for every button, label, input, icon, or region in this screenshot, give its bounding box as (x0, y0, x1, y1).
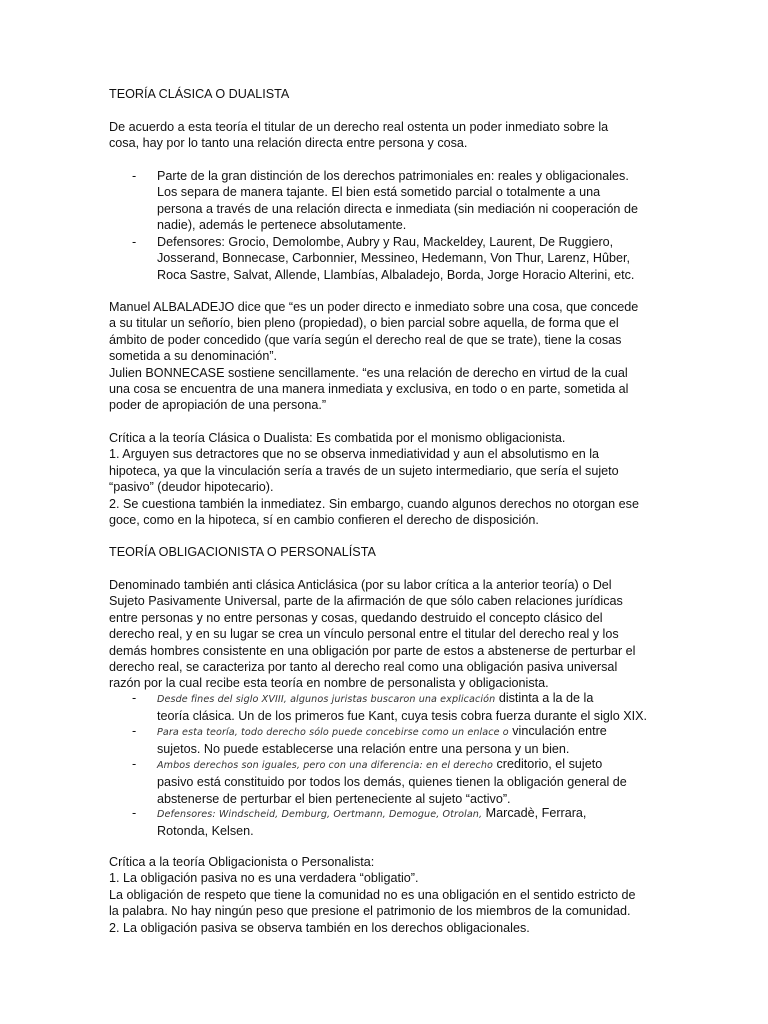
bullet-item-defensores-2: Defensores: Windscheid, Demburg, Oertmann, Demogue, Otrolan, Marcadè, Ferrara, Rotonda, Kelsen. (157, 806, 587, 839)
bullet-item-diferencia: Ambos derechos son iguales, pero con una diferencia: en el derecho creditorio, el sujeto pasivo está constituido por todos los demás, quienes tienen la obligación general de abstenerse de perturbar el bien perteneciente al sujeto “activo”. (157, 757, 627, 806)
paragraph-intro-clasica: De acuerdo a esta teoría el titular de un derecho real ostenta un poder inmediato sobre la cosa, hay por lo tanto una relación directa entre persona y cosa. (109, 120, 609, 151)
bullet-marker: - (132, 757, 137, 771)
bullet-item-defensores: Defensores: Grocio, Demolombe, Aubry y Rau, Mackeldey, Laurent, De Ruggiero, Josserand, Bonnecase, Carbonnier, Messineo, Hedemann, Von Thur, Larenz, Hûber, Roca Sastre, Salvat, Allende, Llambías, Albaladejo, Borda, Jorge Horacio Alterini, etc. (157, 235, 635, 282)
bullet-item-vinculacion: Para esta teoría, todo derecho sólo puede concebirse como un enlace o vinculación entre sujetos. No puede establecerse una relación entre una persona y un bien. (157, 724, 607, 757)
bullet-item-origen: Desde fines del siglo XVIII, algunos juristas buscaron una explicación distinta a la de la teoría clásica. Un de los primeros fue Kant, cuya tesis cobra fuerza durante el siglo XIX. (157, 691, 648, 724)
bullet-item-distincion: Parte de la gran distinción de los derechos patrimoniales en: reales y obligacionales. Los separa de manera tajante. El bien está sometido parcial o totalmente a una persona a través de una relación directa e inmediata (sin mediación ni cooperación de nadie), además le pertenece absolutamente. (157, 169, 638, 233)
bullet-marker: - (132, 806, 137, 820)
paragraph-intro-obligacionista: Denominado también anti clásica Anticlásica (por su labor crítica a la anterior teoría) o Del Sujeto Pasivamente Universal, parte de la afirmación de que sólo caben relaciones jurídicas entre personas y no entre personas y cosas, quedando destruido el concepto clásico del derecho real, y en su lugar se crea un vínculo personal entre el titular del derecho real y los demás hombres consistente en una obligación por parte de estos a abstenerse de perturbar el derecho real, se caracteriza por tanto al derecho real como una obligación pasiva universal razón por la cual recibe esta teoría en nombre de personalista y obligacionista. (109, 578, 636, 691)
section-heading-clasica: TEORÍA CLÁSICA O DUALISTA (109, 87, 290, 101)
paragraph-critica-obligacionista: Crítica a la teoría Obligacionista o Personalista: 1. La obligación pasiva no es una verdadera “obligatio”. La obligación de respeto que tiene la comunidad no es una obligación en el sentido estricto de la palabra. No hay ningún peso que presione el patrimonio de los miembros de la comunidad. 2. La obligación pasiva se observa también en los derechos obligacionales. (109, 855, 636, 935)
section-heading-obligacionista: TEORÍA OBLIGACIONISTA O PERSONALÍSTA (109, 545, 376, 559)
bullet-marker: - (132, 691, 137, 705)
bullet-marker: - (132, 235, 137, 249)
paragraph-citas-autores: Manuel ALBALADEJO dice que “es un poder directo e inmediato sobre una cosa, que concede a su titular un señorío, bien pleno (propiedad), o bien parcial sobre aquella, de forma que el ámbito de poder concedido (que varía según el derecho real de que se trate), tiene la cosas sometida a su denominación”. Julien BONNECASE sostiene sencillamente. “es una relación de derecho en virtud de la cual una cosa se encuentra de una manera inmediata y exclusiva, en todo o en parte, sometida al poder de apropiación de una persona.” (109, 300, 639, 413)
paragraph-critica-clasica: Crítica a la teoría Clásica o Dualista: Es combatida por el monismo obligacionista. 1. Arguyen sus detractores que no se observa inmediatividad y aun el absolutismo en la hipoteca, ya que la vinculación sería a través de un sujeto intermediario, que sería el sujeto “pasivo” (deudor hipotecario). 2. Se cuestiona también la inmediatez. Sin embargo, cuando algunos derechos no otorgan ese goce, como en la hipoteca, sí en cambio confieren el derecho de disposición. (109, 431, 639, 528)
bullet-marker: - (132, 724, 137, 738)
bullet-marker: - (132, 169, 137, 183)
